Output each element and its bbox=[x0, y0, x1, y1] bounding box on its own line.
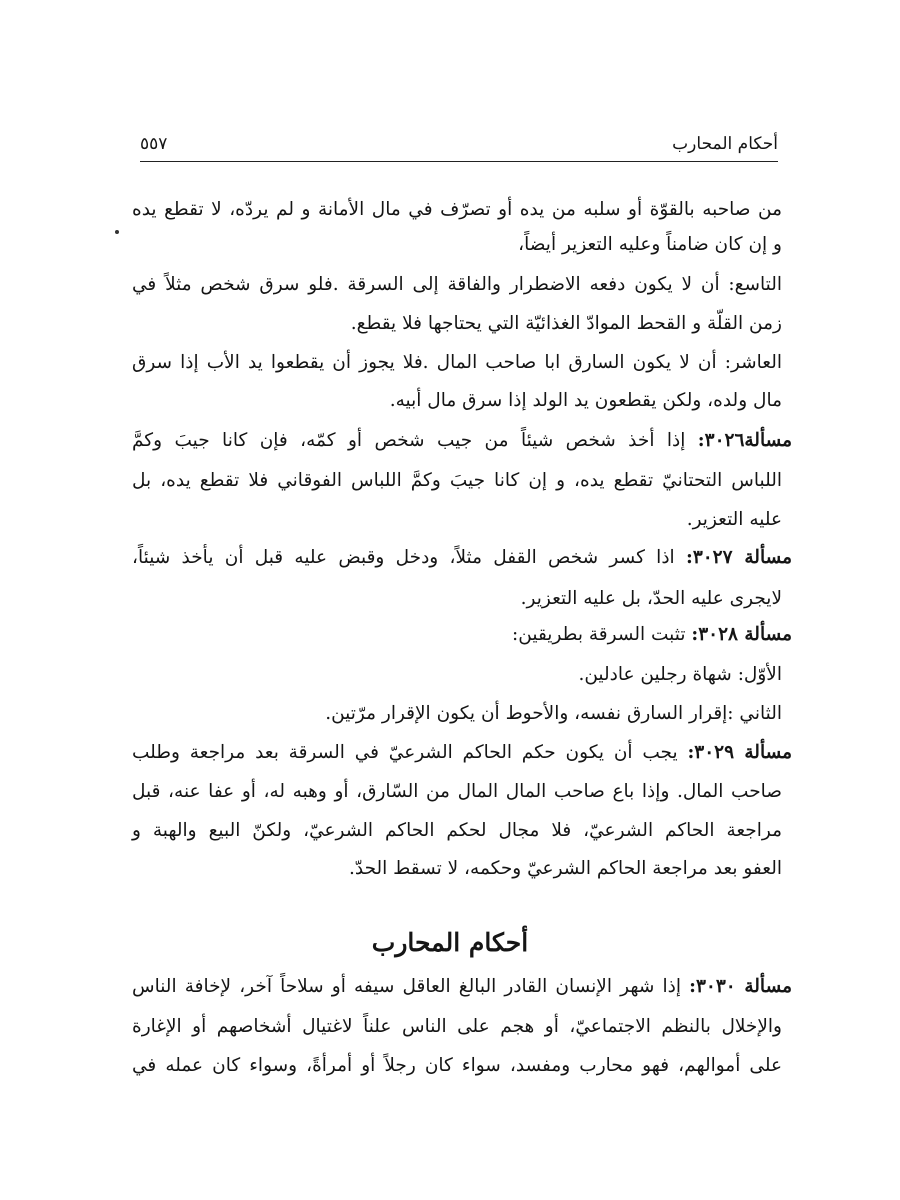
issue-text: إذا أخذ شخص شيئاً من جيب شخص أو كمّه، فإن كانا جيبَ وكمَّ bbox=[132, 430, 698, 451]
body-line: على أموالهم، فهو محارب ومفسد، سواء كان رجلاً أو أمرأةً، وسواء كان عمله في bbox=[132, 1055, 782, 1076]
issue-label: مسألة٣٠٢٦: bbox=[697, 430, 792, 451]
issue-text: تثبت السرقة بطريقين: bbox=[512, 624, 692, 645]
issue-label: مسألة ٣٠٣٠: bbox=[689, 976, 792, 997]
header-title: أحكام المحارب bbox=[672, 134, 778, 154]
issue-label: مسألة ٣٠٢٨: bbox=[691, 624, 792, 645]
page-number: ٥٥٧ bbox=[140, 134, 168, 154]
body-line: من صاحبه بالقوّة أو سلبه من يده أو تصرّف في مال الأمانة و لم يردّه، لا تقطع يده bbox=[132, 199, 782, 220]
margin-mark bbox=[115, 230, 119, 234]
issue-text: اذا كسر شخص القفل مثلاً، ودخل وقبض عليه قبل أن يأخذ شيئاً، bbox=[132, 547, 686, 568]
body-line: عليه التعزير. bbox=[686, 509, 782, 530]
body-line: و إن كان ضامناً وعليه التعزير أيضاً، bbox=[518, 234, 782, 255]
body-line: مراجعة الحاكم الشرعيّ، فلا مجال لحكم الحاكم الشرعيّ، ولكنّ البيع والهبة و bbox=[132, 820, 782, 841]
issue-label: مسألة ٣٠٢٩: bbox=[687, 742, 792, 763]
body-line: لايجرى عليه الحدّ، بل عليه التعزير. bbox=[520, 588, 782, 609]
section-heading: أحكام المحارب bbox=[371, 928, 529, 957]
body-line: مال ولده، ولكن يقطعون يد الولد إذا سرق مال أبيه. bbox=[389, 390, 782, 411]
issue-label: مسألة ٣٠٢٧: bbox=[685, 547, 792, 568]
header-rule bbox=[140, 161, 778, 162]
body-line: اللباس التحتانيّ تقطع يده، و إن كانا جيبَ وكمَّ اللباس الفوقاني فلا تقطع يده، بل bbox=[132, 470, 782, 491]
body-line: العاشر: أن لا يكون السارق ابا صاحب المال .فلا يجوز أن يقطعوا يد الأب إذا سرق bbox=[132, 352, 782, 373]
issue-3030-line bbox=[132, 975, 792, 1001]
body-line: الأوّل: شهاة رجلين عادلين. bbox=[578, 664, 782, 685]
issue-3027-line bbox=[132, 546, 792, 572]
issue-3029-line bbox=[132, 741, 792, 767]
body-line: والإخلال بالنظم الاجتماعيّ، أو هجم على الناس علناً لاغتيال أشخاصهم أو الإغارة bbox=[132, 1016, 782, 1037]
issue-3028-line bbox=[132, 623, 792, 649]
body-line: زمن القلّة و القحط الموادّ الغذائيّة التي يحتاجها فلا يقطع. bbox=[350, 313, 782, 334]
body-line: الثاني :إقرار السارق نفسه، والأحوط أن يكون الإقرار مرّتين. bbox=[325, 703, 782, 724]
issue-text: يجب أن يكون حكم الحاكم الشرعيّ في السرقة بعد مراجعة وطلب bbox=[132, 742, 688, 763]
body-line: التاسع: أن لا يكون دفعه الاضطرار والفاقة إلى السرقة .فلو سرق شخص مثلاً في bbox=[132, 274, 782, 295]
issue-3026-line bbox=[132, 429, 792, 455]
body-line: العفو بعد مراجعة الحاكم الشرعيّ وحكمه، لا تسقط الحدّ. bbox=[348, 858, 782, 879]
body-line: صاحب المال. وإذا باع صاحب المال المال من السّارق، أو وهبه له، أو عفا عنه، قبل bbox=[132, 781, 782, 802]
running-header bbox=[140, 128, 778, 164]
issue-text: إذا شهر الإنسان القادر البالغ العاقل سيفه أو سلاحاً آخر، لإخافة الناس bbox=[132, 976, 690, 997]
